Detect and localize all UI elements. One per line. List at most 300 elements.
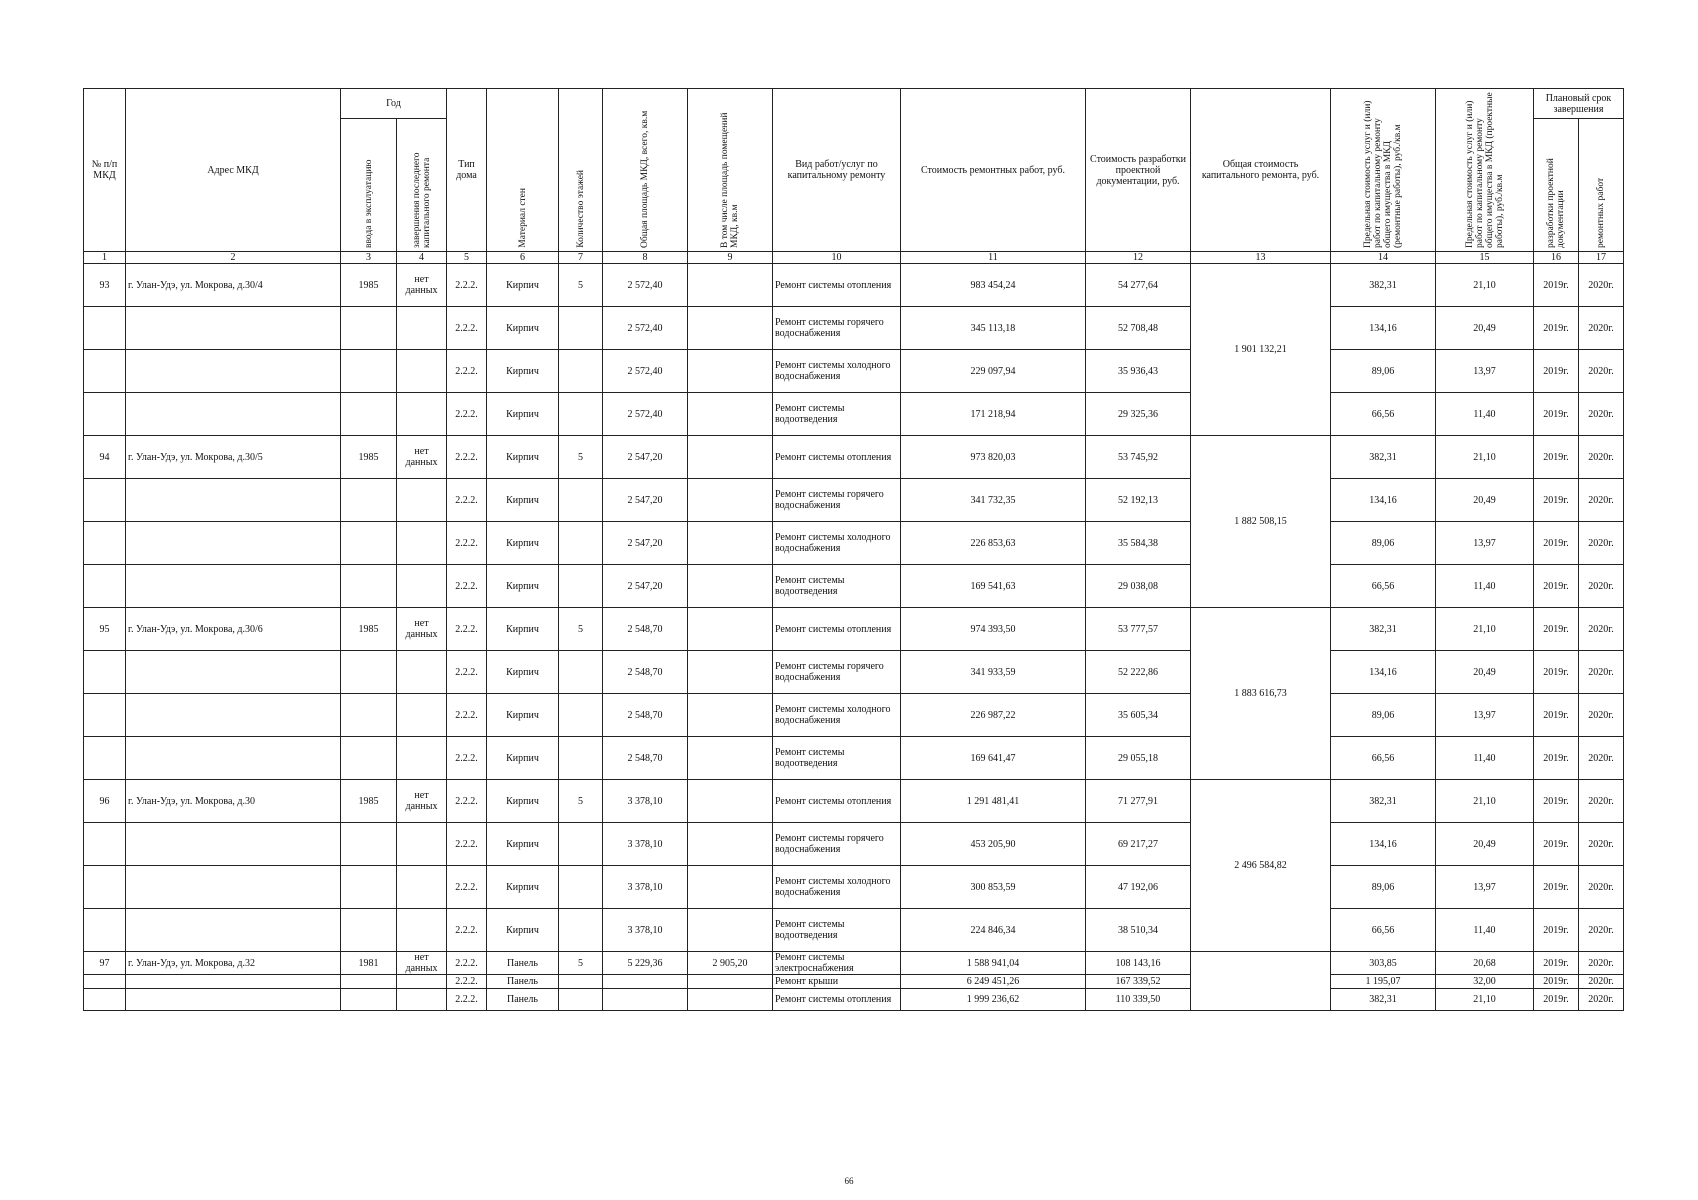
year-commission-cell xyxy=(341,479,397,522)
table-row xyxy=(84,264,1624,307)
limit-design-cell: 11,40 xyxy=(1436,909,1534,952)
floors-cell xyxy=(559,522,603,565)
floors-cell: 5 xyxy=(559,780,603,823)
premises-area-cell xyxy=(688,350,773,393)
deadline-repair-cell: 2020г. xyxy=(1579,608,1624,651)
work-type-cell: Ремонт системы водоотведения xyxy=(773,565,901,608)
wall-material-cell: Кирпич xyxy=(487,737,559,780)
table-row xyxy=(84,737,1624,780)
floors-cell xyxy=(559,737,603,780)
deadline-design-cell: 2019г. xyxy=(1534,989,1579,1011)
wall-material-cell: Кирпич xyxy=(487,866,559,909)
house-number-cell: 93 xyxy=(84,264,126,307)
premises-area-cell xyxy=(688,393,773,436)
total-cost-cell: 1 882 508,15 xyxy=(1191,436,1331,608)
year-commission-cell xyxy=(341,909,397,952)
deadline-design-cell: 2019г. xyxy=(1534,307,1579,350)
house-type-cell: 2.2.2. xyxy=(447,436,487,479)
premises-area-cell xyxy=(688,651,773,694)
premises-area-cell xyxy=(688,909,773,952)
design-cost-cell: 52 192,13 xyxy=(1086,479,1191,522)
column-number: 13 xyxy=(1191,252,1331,264)
header-wall-material-cell xyxy=(487,89,559,252)
year-last-repair-cell xyxy=(397,975,447,989)
year-last-repair-cell xyxy=(397,307,447,350)
repair-cost-cell: 229 097,94 xyxy=(901,350,1086,393)
limit-repair-cell: 134,16 xyxy=(1331,479,1436,522)
limit-design-cell: 21,10 xyxy=(1436,264,1534,307)
year-commission-cell: 1985 xyxy=(341,436,397,479)
header-premises-area: В том числе площадь помещений МКД, кв.м xyxy=(720,112,740,248)
header-total-area: Общая площадь МКД, всего, кв.м xyxy=(640,110,650,248)
limit-design-cell: 21,10 xyxy=(1436,989,1534,1011)
deadline-design-cell: 2019г. xyxy=(1534,651,1579,694)
table-row xyxy=(84,565,1624,608)
wall-material-cell: Кирпич xyxy=(487,436,559,479)
deadline-design-cell: 2019г. xyxy=(1534,264,1579,307)
table-row xyxy=(84,866,1624,909)
work-type-cell: Ремонт системы электроснабжения xyxy=(773,952,901,975)
repair-cost-cell: 300 853,59 xyxy=(901,866,1086,909)
deadline-design-cell: 2019г. xyxy=(1534,952,1579,975)
header-total-cost: Общая стоимость капитального ремонта, руб. xyxy=(1191,89,1331,252)
header-house-type: Тип дома xyxy=(447,89,487,252)
address-cell xyxy=(126,651,341,694)
total-area-cell: 2 548,70 xyxy=(603,651,688,694)
floors-cell xyxy=(559,651,603,694)
wall-material-cell: Кирпич xyxy=(487,909,559,952)
table-row xyxy=(84,909,1624,952)
house-type-cell: 2.2.2. xyxy=(447,350,487,393)
deadline-design-cell: 2019г. xyxy=(1534,975,1579,989)
column-number: 11 xyxy=(901,252,1086,264)
deadline-repair-cell: 2020г. xyxy=(1579,393,1624,436)
year-commission-cell xyxy=(341,975,397,989)
year-commission-cell xyxy=(341,823,397,866)
address-cell xyxy=(126,989,341,1011)
year-last-repair-cell: нет данных xyxy=(397,952,447,975)
house-number-cell xyxy=(84,823,126,866)
wall-material-cell: Кирпич xyxy=(487,479,559,522)
column-number: 9 xyxy=(688,252,773,264)
premises-area-cell xyxy=(688,780,773,823)
header-design-cost: Стоимость разработки проектной документации, руб. xyxy=(1086,89,1191,252)
header-deadline-design: разработки проектной документации xyxy=(1546,158,1566,248)
work-type-cell: Ремонт системы отопления xyxy=(773,780,901,823)
limit-repair-cell: 66,56 xyxy=(1331,737,1436,780)
header-wall-material: Материал стен xyxy=(517,188,528,248)
header-limit-repair-cell xyxy=(1331,89,1436,252)
repair-cost-cell: 169 641,47 xyxy=(901,737,1086,780)
limit-repair-cell: 382,31 xyxy=(1331,608,1436,651)
table-row xyxy=(84,479,1624,522)
premises-area-cell xyxy=(688,307,773,350)
limit-design-cell: 13,97 xyxy=(1436,866,1534,909)
deadline-repair-cell: 2020г. xyxy=(1579,479,1624,522)
premises-area-cell xyxy=(688,694,773,737)
column-number: 5 xyxy=(447,252,487,264)
year-commission-cell: 1985 xyxy=(341,780,397,823)
header-work-type: Вид работ/услуг по капитальному ремонту xyxy=(773,89,901,252)
limit-repair-cell: 1 195,07 xyxy=(1331,975,1436,989)
address-cell xyxy=(126,694,341,737)
repair-cost-cell: 6 249 451,26 xyxy=(901,975,1086,989)
work-type-cell: Ремонт системы холодного водоснабжения xyxy=(773,694,901,737)
wall-material-cell: Кирпич xyxy=(487,565,559,608)
limit-design-cell: 21,10 xyxy=(1436,436,1534,479)
table-header xyxy=(84,89,1624,264)
floors-cell xyxy=(559,350,603,393)
house-type-cell: 2.2.2. xyxy=(447,608,487,651)
limit-repair-cell: 89,06 xyxy=(1331,350,1436,393)
work-type-cell: Ремонт системы отопления xyxy=(773,608,901,651)
limit-design-cell: 13,97 xyxy=(1436,694,1534,737)
house-type-cell: 2.2.2. xyxy=(447,989,487,1011)
address-cell xyxy=(126,823,341,866)
premises-area-cell xyxy=(688,264,773,307)
table-row xyxy=(84,952,1624,975)
column-number: 3 xyxy=(341,252,397,264)
house-type-cell: 2.2.2. xyxy=(447,952,487,975)
house-number-cell xyxy=(84,651,126,694)
design-cost-cell: 47 192,06 xyxy=(1086,866,1191,909)
house-type-cell: 2.2.2. xyxy=(447,565,487,608)
deadline-repair-cell: 2020г. xyxy=(1579,737,1624,780)
work-type-cell: Ремонт системы холодного водоснабжения xyxy=(773,350,901,393)
house-type-cell: 2.2.2. xyxy=(447,264,487,307)
limit-repair-cell: 66,56 xyxy=(1331,565,1436,608)
column-number: 17 xyxy=(1579,252,1624,264)
wall-material-cell: Кирпич xyxy=(487,350,559,393)
deadline-design-cell: 2019г. xyxy=(1534,823,1579,866)
design-cost-cell: 38 510,34 xyxy=(1086,909,1191,952)
total-area-cell: 2 547,20 xyxy=(603,522,688,565)
year-commission-cell xyxy=(341,522,397,565)
house-number-cell xyxy=(84,909,126,952)
house-number-cell xyxy=(84,479,126,522)
limit-design-cell: 13,97 xyxy=(1436,350,1534,393)
deadline-repair-cell: 2020г. xyxy=(1579,264,1624,307)
design-cost-cell: 167 339,52 xyxy=(1086,975,1191,989)
header-year-commission: ввода в эксплуатацию xyxy=(363,159,374,248)
repair-cost-cell: 224 846,34 xyxy=(901,909,1086,952)
total-cost-cell xyxy=(1191,952,1331,1011)
deadline-design-cell: 2019г. xyxy=(1534,866,1579,909)
capital-repair-table xyxy=(83,88,1624,1011)
address-cell: г. Улан-Удэ, ул. Мокрова, д.30/4 xyxy=(126,264,341,307)
year-commission-cell: 1981 xyxy=(341,952,397,975)
header-year-group: Год xyxy=(341,89,447,119)
repair-cost-cell: 169 541,63 xyxy=(901,565,1086,608)
limit-repair-cell: 134,16 xyxy=(1331,651,1436,694)
table-row xyxy=(84,975,1624,989)
deadline-repair-cell: 2020г. xyxy=(1579,823,1624,866)
year-commission-cell xyxy=(341,565,397,608)
year-last-repair-cell xyxy=(397,350,447,393)
house-type-cell: 2.2.2. xyxy=(447,522,487,565)
total-area-cell: 5 229,36 xyxy=(603,952,688,975)
header-limit-repair: Предельная стоимость услуг и (или) работ по капитальному ремонту общего имущества в МКД (ремонтные работы), руб./кв.м xyxy=(1363,100,1403,248)
header-limit-design-cell xyxy=(1436,89,1534,252)
header-deadline-repair-cell xyxy=(1579,119,1624,252)
year-last-repair-cell xyxy=(397,522,447,565)
house-number-cell xyxy=(84,975,126,989)
total-cost-cell: 1 883 616,73 xyxy=(1191,608,1331,780)
house-number-cell: 97 xyxy=(84,952,126,975)
year-commission-cell xyxy=(341,651,397,694)
year-commission-cell xyxy=(341,350,397,393)
table-row xyxy=(84,350,1624,393)
table-row xyxy=(84,608,1624,651)
house-type-cell: 2.2.2. xyxy=(447,737,487,780)
premises-area-cell xyxy=(688,436,773,479)
year-commission-cell xyxy=(341,307,397,350)
address-cell xyxy=(126,909,341,952)
year-commission-cell xyxy=(341,737,397,780)
header-repair-cost: Стоимость ремонтных работ, руб. xyxy=(901,89,1086,252)
design-cost-cell: 52 708,48 xyxy=(1086,307,1191,350)
house-number-cell xyxy=(84,866,126,909)
limit-repair-cell: 66,56 xyxy=(1331,909,1436,952)
deadline-repair-cell: 2020г. xyxy=(1579,694,1624,737)
floors-cell xyxy=(559,975,603,989)
header-address: Адрес МКД xyxy=(126,89,341,252)
floors-cell: 5 xyxy=(559,264,603,307)
year-last-repair-cell: нет данных xyxy=(397,264,447,307)
column-number: 4 xyxy=(397,252,447,264)
total-area-cell: 2 548,70 xyxy=(603,737,688,780)
deadline-repair-cell: 2020г. xyxy=(1579,975,1624,989)
deadline-design-cell: 2019г. xyxy=(1534,909,1579,952)
floors-cell xyxy=(559,479,603,522)
deadline-repair-cell: 2020г. xyxy=(1579,651,1624,694)
house-number-cell: 95 xyxy=(84,608,126,651)
table-row xyxy=(84,823,1624,866)
deadline-design-cell: 2019г. xyxy=(1534,479,1579,522)
work-type-cell: Ремонт системы отопления xyxy=(773,264,901,307)
address-cell xyxy=(126,975,341,989)
house-type-cell: 2.2.2. xyxy=(447,651,487,694)
address-cell xyxy=(126,393,341,436)
address-cell: г. Улан-Удэ, ул. Мокрова, д.32 xyxy=(126,952,341,975)
deadline-repair-cell: 2020г. xyxy=(1579,909,1624,952)
header-year-last-repair-cell xyxy=(397,119,447,252)
total-cost-cell: 1 901 132,21 xyxy=(1191,264,1331,436)
repair-cost-cell: 171 218,94 xyxy=(901,393,1086,436)
limit-design-cell: 20,49 xyxy=(1436,823,1534,866)
wall-material-cell: Кирпич xyxy=(487,522,559,565)
limit-repair-cell: 382,31 xyxy=(1331,989,1436,1011)
limit-design-cell: 21,10 xyxy=(1436,780,1534,823)
premises-area-cell xyxy=(688,479,773,522)
house-number-cell xyxy=(84,694,126,737)
deadline-design-cell: 2019г. xyxy=(1534,350,1579,393)
repair-cost-cell: 973 820,03 xyxy=(901,436,1086,479)
deadline-design-cell: 2019г. xyxy=(1534,694,1579,737)
repair-cost-cell: 983 454,24 xyxy=(901,264,1086,307)
address-cell xyxy=(126,565,341,608)
header-floors-cell xyxy=(559,89,603,252)
house-number-cell xyxy=(84,565,126,608)
deadline-repair-cell: 2020г. xyxy=(1579,565,1624,608)
year-last-repair-cell xyxy=(397,989,447,1011)
premises-area-cell xyxy=(688,565,773,608)
house-number-cell xyxy=(84,307,126,350)
total-area-cell: 3 378,10 xyxy=(603,866,688,909)
limit-repair-cell: 382,31 xyxy=(1331,780,1436,823)
wall-material-cell: Кирпич xyxy=(487,608,559,651)
work-type-cell: Ремонт крыши xyxy=(773,975,901,989)
work-type-cell: Ремонт системы отопления xyxy=(773,436,901,479)
column-number: 8 xyxy=(603,252,688,264)
year-last-repair-cell: нет данных xyxy=(397,608,447,651)
deadline-design-cell: 2019г. xyxy=(1534,436,1579,479)
design-cost-cell: 71 277,91 xyxy=(1086,780,1191,823)
work-type-cell: Ремонт системы холодного водоснабжения xyxy=(773,866,901,909)
header-floors: Количество этажей xyxy=(575,170,586,248)
house-type-cell: 2.2.2. xyxy=(447,479,487,522)
premises-area-cell xyxy=(688,975,773,989)
total-area-cell: 2 548,70 xyxy=(603,694,688,737)
total-area-cell: 2 547,20 xyxy=(603,436,688,479)
premises-area-cell: 2 905,20 xyxy=(688,952,773,975)
column-number: 12 xyxy=(1086,252,1191,264)
floors-cell xyxy=(559,989,603,1011)
wall-material-cell: Кирпич xyxy=(487,694,559,737)
design-cost-cell: 29 055,18 xyxy=(1086,737,1191,780)
design-cost-cell: 35 605,34 xyxy=(1086,694,1191,737)
limit-repair-cell: 66,56 xyxy=(1331,393,1436,436)
header-year-commission-cell xyxy=(341,119,397,252)
year-last-repair-cell xyxy=(397,393,447,436)
limit-repair-cell: 303,85 xyxy=(1331,952,1436,975)
address-cell xyxy=(126,307,341,350)
house-type-cell: 2.2.2. xyxy=(447,694,487,737)
total-area-cell: 3 378,10 xyxy=(603,909,688,952)
header-deadline-repair: ремонтных работ xyxy=(1596,177,1606,248)
limit-design-cell: 11,40 xyxy=(1436,737,1534,780)
total-area-cell: 2 572,40 xyxy=(603,350,688,393)
table-row xyxy=(84,694,1624,737)
header-total-area-cell xyxy=(603,89,688,252)
table-row xyxy=(84,436,1624,479)
limit-repair-cell: 89,06 xyxy=(1331,866,1436,909)
floors-cell xyxy=(559,866,603,909)
year-last-repair-cell xyxy=(397,565,447,608)
address-cell xyxy=(126,479,341,522)
house-number-cell xyxy=(84,393,126,436)
work-type-cell: Ремонт системы холодного водоснабжения xyxy=(773,522,901,565)
year-commission-cell: 1985 xyxy=(341,264,397,307)
house-type-cell: 2.2.2. xyxy=(447,307,487,350)
floors-cell xyxy=(559,565,603,608)
design-cost-cell: 29 325,36 xyxy=(1086,393,1191,436)
year-last-repair-cell xyxy=(397,823,447,866)
wall-material-cell: Кирпич xyxy=(487,393,559,436)
wall-material-cell: Кирпич xyxy=(487,651,559,694)
total-area-cell: 2 572,40 xyxy=(603,307,688,350)
address-cell: г. Улан-Удэ, ул. Мокрова, д.30/5 xyxy=(126,436,341,479)
column-number: 14 xyxy=(1331,252,1436,264)
house-number-cell: 94 xyxy=(84,436,126,479)
limit-design-cell: 20,49 xyxy=(1436,307,1534,350)
total-area-cell xyxy=(603,989,688,1011)
floors-cell xyxy=(559,393,603,436)
header-deadline-design-cell xyxy=(1534,119,1579,252)
address-cell xyxy=(126,522,341,565)
floors-cell xyxy=(559,307,603,350)
header-num: № п/п МКД xyxy=(84,89,126,252)
design-cost-cell: 35 936,43 xyxy=(1086,350,1191,393)
year-last-repair-cell xyxy=(397,909,447,952)
deadline-design-cell: 2019г. xyxy=(1534,737,1579,780)
house-type-cell: 2.2.2. xyxy=(447,780,487,823)
floors-cell: 5 xyxy=(559,436,603,479)
year-last-repair-cell xyxy=(397,737,447,780)
header-limit-design: Предельная стоимость услуг и (или) работ по капитальному ремонту общего имущества в МКД (проектные работы), руб./кв.м xyxy=(1464,92,1505,248)
deadline-repair-cell: 2020г. xyxy=(1579,866,1624,909)
year-last-repair-cell xyxy=(397,651,447,694)
year-commission-cell xyxy=(341,393,397,436)
repair-cost-cell: 341 732,35 xyxy=(901,479,1086,522)
address-cell xyxy=(126,866,341,909)
wall-material-cell: Кирпич xyxy=(487,307,559,350)
total-area-cell: 2 547,20 xyxy=(603,565,688,608)
wall-material-cell: Панель xyxy=(487,975,559,989)
limit-design-cell: 20,49 xyxy=(1436,479,1534,522)
wall-material-cell: Панель xyxy=(487,952,559,975)
limit-repair-cell: 134,16 xyxy=(1331,307,1436,350)
year-last-repair-cell xyxy=(397,866,447,909)
house-number-cell xyxy=(84,989,126,1011)
design-cost-cell: 108 143,16 xyxy=(1086,952,1191,975)
column-number-row xyxy=(84,252,1624,264)
table-body xyxy=(84,264,1624,1011)
column-number: 2 xyxy=(126,252,341,264)
limit-design-cell: 11,40 xyxy=(1436,565,1534,608)
total-area-cell: 3 378,10 xyxy=(603,780,688,823)
year-last-repair-cell: нет данных xyxy=(397,780,447,823)
deadline-design-cell: 2019г. xyxy=(1534,522,1579,565)
work-type-cell: Ремонт системы водоотведения xyxy=(773,393,901,436)
premises-area-cell xyxy=(688,823,773,866)
floors-cell xyxy=(559,823,603,866)
work-type-cell: Ремонт системы водоотведения xyxy=(773,737,901,780)
design-cost-cell: 29 038,08 xyxy=(1086,565,1191,608)
table-row xyxy=(84,989,1624,1011)
repair-cost-cell: 1 999 236,62 xyxy=(901,989,1086,1011)
deadline-repair-cell: 2020г. xyxy=(1579,436,1624,479)
limit-design-cell: 20,68 xyxy=(1436,952,1534,975)
deadline-design-cell: 2019г. xyxy=(1534,608,1579,651)
year-last-repair-cell xyxy=(397,694,447,737)
column-number: 10 xyxy=(773,252,901,264)
premises-area-cell xyxy=(688,989,773,1011)
house-number-cell xyxy=(84,350,126,393)
house-number-cell xyxy=(84,737,126,780)
total-area-cell: 2 572,40 xyxy=(603,393,688,436)
column-number: 1 xyxy=(84,252,126,264)
limit-design-cell: 13,97 xyxy=(1436,522,1534,565)
house-type-cell: 2.2.2. xyxy=(447,823,487,866)
repair-cost-cell: 1 291 481,41 xyxy=(901,780,1086,823)
premises-area-cell xyxy=(688,866,773,909)
house-type-cell: 2.2.2. xyxy=(447,909,487,952)
wall-material-cell: Панель xyxy=(487,989,559,1011)
house-type-cell: 2.2.2. xyxy=(447,866,487,909)
design-cost-cell: 69 217,27 xyxy=(1086,823,1191,866)
total-area-cell: 2 548,70 xyxy=(603,608,688,651)
